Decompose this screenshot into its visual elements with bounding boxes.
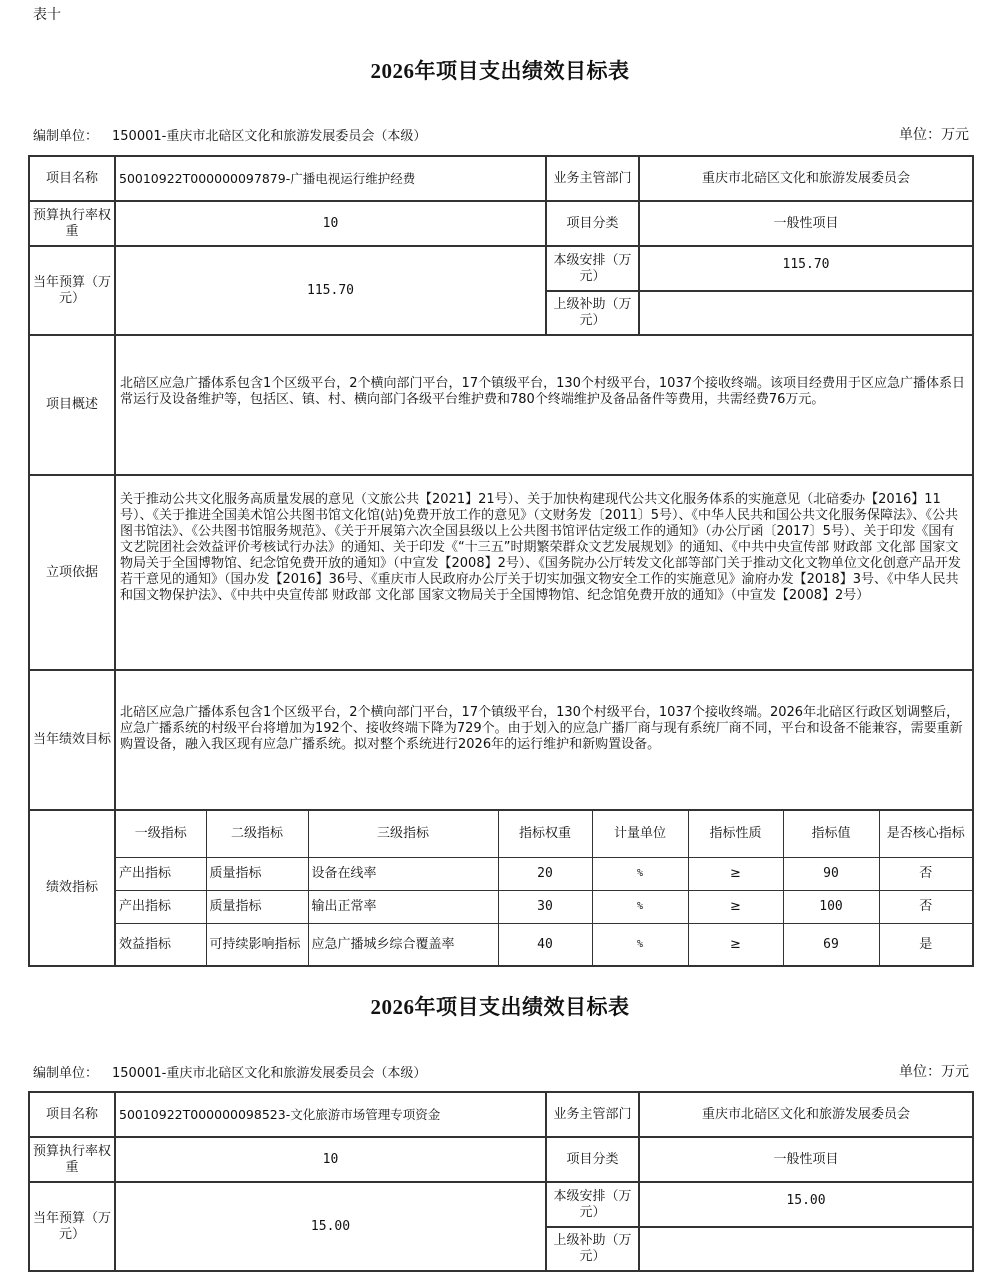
indicator-level3: 输出正常率: [308, 890, 498, 923]
performance-target-table-2: [28, 1091, 974, 1272]
performance-target-table-1: [28, 155, 974, 967]
label-project-name: 项目名称: [29, 156, 115, 201]
table-number: 表十: [33, 7, 61, 23]
label-basis: 立项依据: [29, 475, 115, 670]
label-budget: 当年预算（万元）: [29, 1182, 115, 1271]
indicator-weight: 40: [498, 923, 592, 965]
label-upper: 上级补助（万元）: [546, 1227, 639, 1271]
label-local: 本级安排（万元）: [546, 1182, 639, 1227]
indicator-level1: 产出指标: [116, 890, 206, 923]
row-budget-local: [29, 1182, 973, 1227]
org-line: [33, 125, 426, 144]
row-goal: [29, 670, 973, 810]
value-overview: 北碚区应急广播体系包含1个区级平台，2个横向部门平台，17个镇级平台，130个村级平台，1037个接收终端。该项目经费用于区应急广播体系日常运行及设备维护等，包括区、镇、村、横向部门各级平台维护费和780个终端维护及备品备件等费用，共需经费76万元。: [115, 335, 973, 475]
header-level3: 三级指标: [308, 811, 498, 857]
indicator-level3: 设备在线率: [308, 857, 498, 890]
indicator-table: [116, 811, 972, 965]
value-weight: 10: [115, 201, 546, 246]
indicator-value: 69: [783, 923, 879, 965]
row-weight: [29, 1137, 973, 1182]
label-overview: 项目概述: [29, 335, 115, 475]
indicator-level2: 可持续影响指标: [206, 923, 308, 965]
indicator-nature: ≥: [688, 890, 783, 923]
indicator-level1: 产出指标: [116, 857, 206, 890]
unit-label: 单位：万元: [899, 127, 969, 143]
row-weight: [29, 201, 973, 246]
row-budget-local: [29, 246, 973, 291]
label-weight: 预算执行率权重: [29, 201, 115, 246]
label-indicators: 绩效指标: [29, 810, 115, 966]
label-category: 项目分类: [546, 1137, 639, 1182]
label-upper: 上级补助（万元）: [546, 291, 639, 335]
indicator-value: 100: [783, 890, 879, 923]
header-value: 指标值: [783, 811, 879, 857]
indicator-level2: 质量指标: [206, 890, 308, 923]
row-project-name: [29, 156, 973, 201]
value-project-name: 50010922T000000098523-文化旅游市场管理专项资金: [115, 1092, 546, 1137]
indicator-unit: %: [592, 857, 688, 890]
indicator-unit: %: [592, 890, 688, 923]
value-upper: [639, 291, 973, 335]
org-line-2: [33, 1062, 426, 1081]
value-budget: 15.00: [115, 1182, 546, 1271]
label-local: 本级安排（万元）: [546, 246, 639, 291]
header-nature: 指标性质: [688, 811, 783, 857]
indicator-value: 90: [783, 857, 879, 890]
label-dept: 业务主管部门: [546, 156, 639, 201]
org-label: 编制单位：: [33, 129, 99, 144]
indicator-weight: 20: [498, 857, 592, 890]
indicator-core: 否: [879, 857, 972, 890]
indicator-weight: 30: [498, 890, 592, 923]
indicator-header-row: [116, 811, 972, 857]
unit-label-2: 单位：万元: [899, 1064, 969, 1080]
indicator-nature: ≥: [688, 923, 783, 965]
indicator-cell: [115, 810, 973, 966]
value-dept: 重庆市北碚区文化和旅游发展委员会: [639, 156, 973, 201]
label-category: 项目分类: [546, 201, 639, 246]
label-project-name: 项目名称: [29, 1092, 115, 1137]
indicator-level2: 质量指标: [206, 857, 308, 890]
value-dept: 重庆市北碚区文化和旅游发展委员会: [639, 1092, 973, 1137]
label-budget: 当年预算（万元）: [29, 246, 115, 335]
indicator-core: 是: [879, 923, 972, 965]
indicator-level1: 效益指标: [116, 923, 206, 965]
indicator-unit: %: [592, 923, 688, 965]
label-dept: 业务主管部门: [546, 1092, 639, 1137]
indicator-row: [116, 857, 972, 890]
indicator-core: 否: [879, 890, 972, 923]
value-basis: 关于推动公共文化服务高质量发展的意见（文旅公共【2021】21号）、关于加快构建现代公共文化服务体系的实施意见（北碚委办【2016】11号）、《关于推进全国美术馆公共图书馆文化馆(站)免费开放工作的意见》（文财务发〔2011〕5号）、《中华人民共和国公共文化服务保障法》、《公共图书馆法》、《公共图书馆服务规范》、《关于开展第六次全国县级以上公共图书馆评估定级工作的通知》（办公厅函〔2017〕5号）、关于印发《国有文艺院团社会效益评价考核试行办法》的通知、关于印发《“十三五”时期繁荣群众文艺发展规划》的通知、《中共中央宣传部 财政部 文化部 国家文物局关于全国博物馆、纪念馆免费开放的通知》（中宣发【2008】2号）、《国务院办公厅转发文化部等部门关于推动文化文物单位文化创意产品开发若干意见的通知》（国办发【2016】36号、《重庆市人民政府办公厅关于切实加强文物安全工作的实施意见》渝府办发【2018】3号、《中华人民共和国文物保护法》、《中共中央宣传部 财政部 文化部 国家文物局关于全国博物馆、纪念馆免费开放的通知》（中宣发【2008】2号）: [115, 475, 973, 670]
org-value: 150001-重庆市北碚区文化和旅游发展委员会（本级）: [112, 129, 427, 144]
row-indicators: [29, 810, 973, 966]
value-project-name: 50010922T000000097879-广播电视运行维护经费: [115, 156, 546, 201]
value-local: 15.00: [639, 1182, 973, 1227]
value-local: 115.70: [639, 246, 973, 291]
indicator-level3: 应急广播城乡综合覆盖率: [308, 923, 498, 965]
indicator-row: [116, 890, 972, 923]
indicator-nature: ≥: [688, 857, 783, 890]
header-weight: 指标权重: [498, 811, 592, 857]
row-project-name: [29, 1092, 973, 1137]
header-core: 是否核心指标: [879, 811, 972, 857]
value-goal: 北碚区应急广播体系包含1个区级平台，2个横向部门平台，17个镇级平台，130个村级平台，1037个接收终端。2026年北碚区行政区划调整后，应急广播系统的村级平台将增加为192个、接收终端下降为729个。由于划入的应急广播厂商与现有系统厂商不同，平台和设备不能兼容，需要重新购置设备，融入我区现有应急广播系统。拟对整个系统进行2026年的运行维护和新购置设备。: [115, 670, 973, 810]
label-weight: 预算执行率权重: [29, 1137, 115, 1182]
page-title: 2026年项目支出绩效目标表: [370, 59, 630, 83]
header-level1: 一级指标: [116, 811, 206, 857]
row-basis: [29, 475, 973, 670]
value-category: 一般性项目: [639, 201, 973, 246]
indicator-row: [116, 923, 972, 965]
header-unit: 计量单位: [592, 811, 688, 857]
label-goal: 当年绩效目标: [29, 670, 115, 810]
org-label: 编制单位：: [33, 1066, 99, 1081]
header-level2: 二级指标: [206, 811, 308, 857]
value-category: 一般性项目: [639, 1137, 973, 1182]
value-budget: 115.70: [115, 246, 546, 335]
page-title-2: 2026年项目支出绩效目标表: [370, 995, 630, 1019]
value-upper: [639, 1227, 973, 1271]
org-value: 150001-重庆市北碚区文化和旅游发展委员会（本级）: [112, 1066, 427, 1081]
row-overview: [29, 335, 973, 475]
value-weight: 10: [115, 1137, 546, 1182]
